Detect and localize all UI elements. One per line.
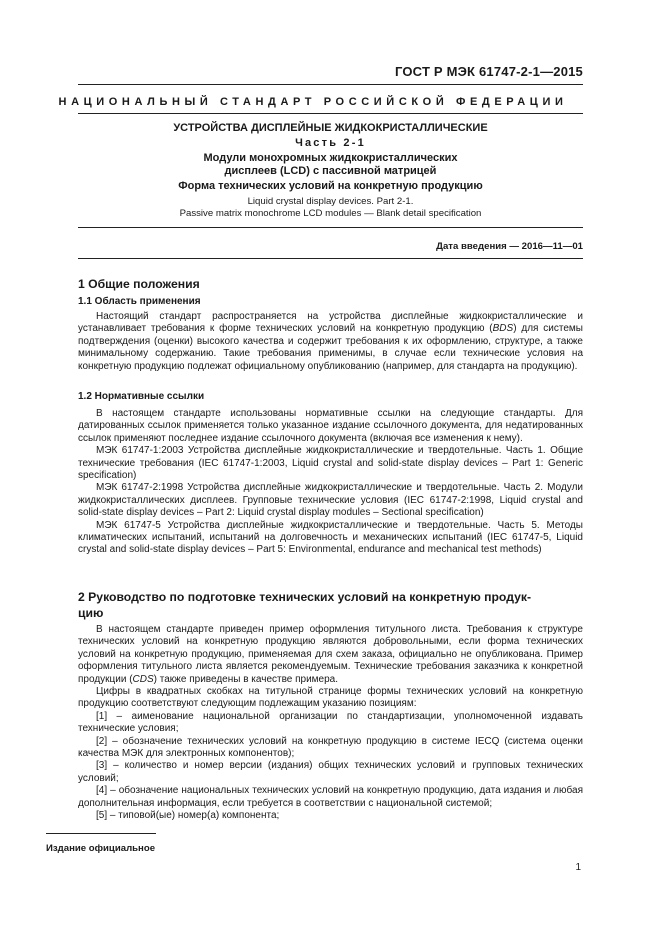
introduction-date: Дата введения — 2016—11—01	[436, 241, 583, 252]
references-intro-paragraph: В настоящем стандарте использованы нормативные ссылки на следующие стандарты. Для датированных ссылок применяется только указанное издание ссылочного документа, для недатированных ссылок применяют последнее издание ссылочного документа (включая все изменения к нему).	[78, 408, 583, 444]
title-form: Форма технических условий на конкретную продукцию	[178, 180, 483, 192]
section-1-2-heading: 1.2 Нормативные ссылки	[78, 391, 205, 402]
banner-rule	[78, 113, 583, 114]
section-2-heading-line2: цию	[78, 606, 104, 620]
date-rule	[78, 258, 583, 259]
title-english-line2: Passive matrix monochrome LCD modules — Blank detail specification	[179, 208, 482, 219]
list-item: [1] – аименование национальной организации по стандартизации, уполномоченной издавать технические условия;	[78, 710, 583, 735]
title-english-line1: Liquid crystal display devices. Part 2-1.	[247, 196, 414, 207]
title-rule	[78, 227, 583, 228]
official-edition-label: Издание официальное	[46, 843, 156, 854]
section-2-body	[78, 624, 583, 823]
list-item: [5] – типовой(ые) номер(а) компонента;	[96, 810, 280, 822]
reference-iec-61747-1: МЭК 61747-1:2003 Устройства дисплейные жидкокристаллические и твердотельные. Часть 1. Общие технические требования (IEC 61747-1:2003, Liquid crystal and solid-state display devices – Part 1: Generic specification)	[78, 445, 583, 482]
reference-iec-61747-2: МЭК 61747-2:1998 Устройства дисплейные жидкокристаллические и твердотельные. Часть 2. Модули жидкокристаллических дисплеев. Групповые технические условия (IEC 61747-2:1998, Liquid crystal and solid-state display devices – Part 2: Liquid crystal display modules – Sectional specification)	[78, 482, 583, 519]
title-part: Часть 2-1	[295, 137, 366, 149]
section-1-heading: 1 Общие положения	[78, 277, 200, 291]
scope-paragraph: Настоящий стандарт распространяется на устройства дисплейные жидкокристаллические и устанавливает требования к форме технических условий на конкретную продукцию (BDS) для системы подтверждения (оценки) высокого качества и содержит требования к их оформлению, структуре, а также минимальному содержанию. Такие требования применимы, в случае если технические условия на конкретную продукцию подлежат официальному опубликованию (например, для стандарта на продукцию).	[78, 311, 583, 372]
list-item: [4] – обозначение национальных технических условий на конкретную продукцию, дата издания и любая дополнительная информация, если требуется в соответствии с национальной системой;	[78, 785, 583, 809]
list-item: [2] – обозначение технических условий на конкретную продукцию в системе IECQ (система оценки качества МЭК для электронных компонентов);	[78, 735, 583, 760]
title-main: УСТРОЙСТВА ДИСПЛЕЙНЫЕ ЖИДКОКРИСТАЛЛИЧЕСКИЕ	[173, 122, 488, 134]
footer-rule	[46, 833, 156, 834]
section-1-1-heading: 1.1 Область применения	[78, 296, 201, 307]
title-subtitle-line1: Модули монохромных жидкокристаллических	[203, 152, 458, 164]
section-2-paragraph-2: Цифры в квадратных скобках на титульной странице формы технических условий на конкретную продукцию соответствуют следующим подлежащим указанию позициям:	[78, 686, 583, 710]
reference-iec-61747-5: МЭК 61747-5 Устройства дисплейные жидкокристаллические и твердотельные. Часть 5. Методы климатических испытаний, испытаний на долговечность и механических испытаний (IEC 61747-5, Liquid crystal and solid-state display devices – Part 5: Environmental, endurance and mechanical test methods)	[78, 519, 583, 556]
section-2-heading-line1: 2 Руководство по подготовке технических условий на конкретную продук-	[78, 590, 532, 604]
list-item: [3] – количество и номер версии (издания) общих технических условий и групповых технических условий;	[78, 760, 583, 784]
top-rule	[78, 84, 583, 85]
page-number: 1	[575, 862, 581, 873]
section-1-1-body	[78, 311, 583, 373]
section-1-2-body	[78, 408, 583, 557]
standard-number: ГОСТ Р МЭК 61747-2-1—2015	[394, 64, 583, 79]
national-standard-banner: НАЦИОНАЛЬНЫЙ СТАНДАРТ РОССИЙСКОЙ ФЕДЕРАЦИИ	[58, 96, 568, 108]
section-2-paragraph-1: В настоящем стандарте приведен пример оформления титульного листа. Требования к структуре технических условий на конкретную продукцию являются добровольными, если форма технических условий на конкретную продукцию, применяемая для схем заказа, официально не опубликована. Пример оформления титульного листа является рекомендуемым. Технические требования заказчика к конкретной продукции (CDS) также приведены в качестве примера.	[78, 624, 583, 685]
title-subtitle-line2: дисплеев (LCD) с пассивной матрицей	[224, 165, 437, 177]
